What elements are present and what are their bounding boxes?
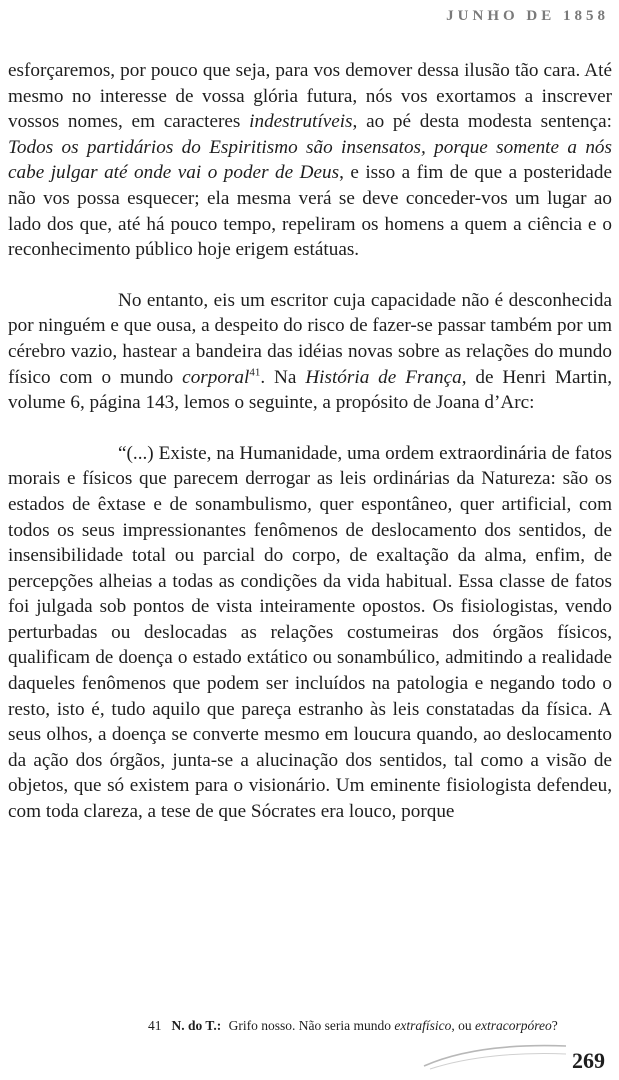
paragraph-1-text-b: , ao pé desta modesta sentença:	[352, 111, 612, 133]
page-number: 269	[572, 1048, 605, 1073]
paragraph-1-text-a: esforçaremos, por pouco que seja, para vos demover dessa ilusão tão cara. Até mesmo no interesse de vossa glória futura, nós vos exortamos a inscrever vossos nomes, em caracteres	[8, 60, 612, 133]
paragraph-1	[8, 58, 612, 263]
paragraph-2-italic-a: corporal	[182, 366, 250, 388]
page-body	[8, 58, 612, 825]
paragraph-1-italic-b: Todos os partidários do Espiritismo são insensatos, porque somente a nós cabe julgar até onde vai o poder de Deus	[8, 136, 612, 184]
footnote-number: 41	[148, 1018, 162, 1033]
footnote-italic-b: extracorpóreo	[475, 1018, 552, 1033]
footnote-text-a: Grifo nosso. Não seria mundo	[225, 1018, 395, 1033]
footnote	[148, 1018, 558, 1034]
paragraph-1-italic-a: indestrutíveis	[249, 111, 353, 133]
footnote-label: N. do T.:	[171, 1018, 222, 1033]
paragraph-2-italic-b: História de França	[305, 366, 462, 388]
paragraph-1-text-c: , e isso a fim de que a posteridade não vos possa esquecer; ela mesma verá se deve conceder-vos um lugar ao lado dos que, até há pouco tempo, repeliram os homens a quem a ciência e o reconhecimento público hoje erigem estátuas.	[8, 162, 613, 261]
paragraph-2-text-a: No entanto, eis um escritor cuja capacidade não é desconhecida por ninguém e que ousa, a despeito do risco de fazer-se passar também por um cérebro vazio, hastear a bandeira das idéias novas sobre as relações do mundo físico com o mundo	[8, 289, 612, 388]
footnote-italic-a: extrafísico	[394, 1018, 452, 1033]
footnote-text-c: ?	[551, 1018, 558, 1033]
footnote-reference[interactable]: 41	[249, 366, 261, 379]
paragraph-2-text-c: , de Henri Martin, volume 6, página 143, lemos o seguinte, a propósito de Joana d’Arc:	[8, 366, 613, 414]
paragraph-2	[8, 288, 612, 416]
footnote-text-b: , ou	[451, 1018, 475, 1033]
quotation-paragraph: “(...) Existe, na Humanidade, uma ordem extraordinária de fatos morais e físicos que parecem derrogar as leis ordinárias da Natureza: são os estados de êxtase e de sonambulismo, quer espontâneo, quer artificial, com todos os seus impressionantes fenômenos de deslocamento dos sentidos, de insensibilidade total ou parcial do corpo, de exaltação da alma, enfim, de percepções alheias a todas as condições da vida habitual. Essa classe de fatos foi julgada sob pontos de vista inteiramente opostos. Os fisiologistas, vendo perturbadas ou deslocadas as relações costumeiras dos órgãos físicos, qualificam de doença o estado extático ou sonambúlico, admitindo a realidade daqueles fenômenos que podem ser incluídos na patologia e negando todo o resto, isto é, tudo aquilo que pareça estranho às leis constatadas da física. A seus olhos, a doença se converte mesmo em loucura quando, ao deslocamento da ação dos órgãos, junta-se a alucinação dos sentidos, tal como a visão de objetos, que só existem para o visionário. Um eminente fisiologista defendeu, com toda clareza, a tese de que Sócrates era louco, porque	[8, 442, 612, 823]
page-ornament-swoosh	[420, 1036, 570, 1072]
paragraph-2-text-b: . Na	[260, 366, 306, 388]
running-head: JUNHO DE 1858	[446, 8, 609, 24]
